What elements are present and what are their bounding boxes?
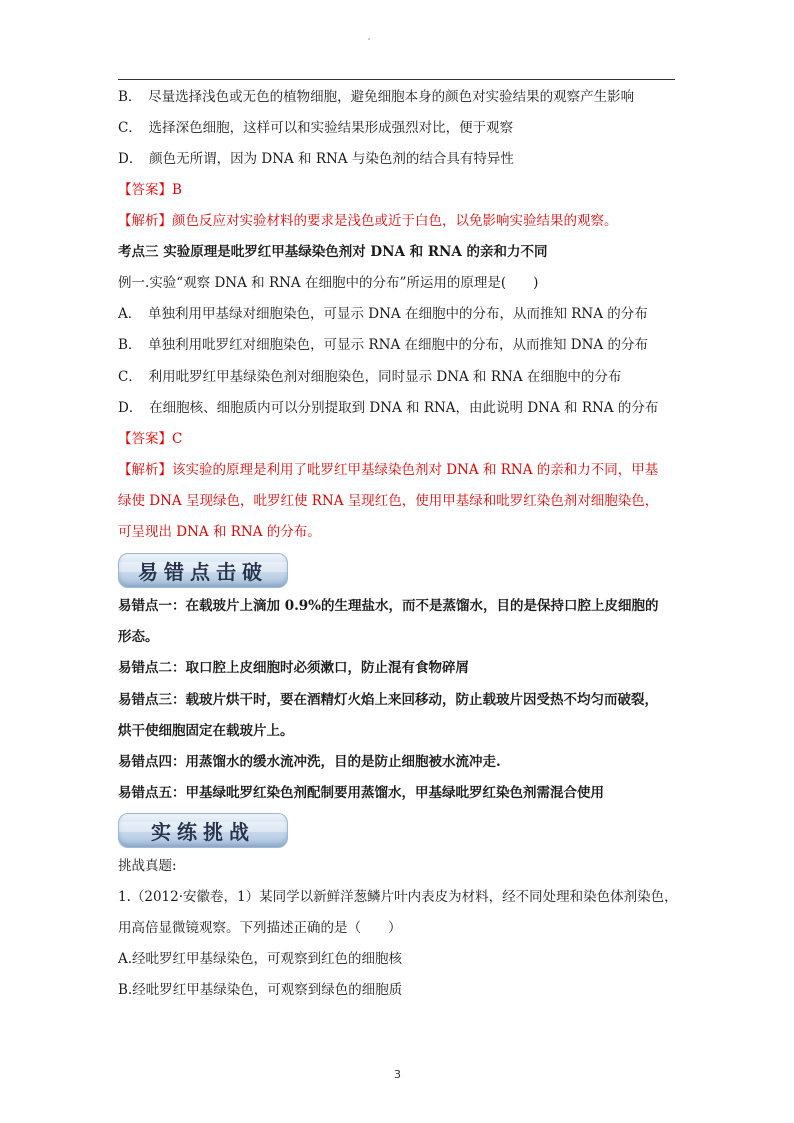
challenge-question-1: 1.（2012·安徽卷，1）某同学以新鲜洋葱鳞片叶内表皮为材料，经不同处理和染色体剂染色，: [118, 889, 678, 905]
option-c-prev: C． 选择深色细胞，这样可以和实验结果形成强烈对比，便于观察: [118, 120, 514, 136]
example-1-question: 例一.实验“观察 DNA 和 RNA 在细胞中的分布”所运用的原理是( ): [118, 275, 539, 291]
analysis-1: 【解析】颜色反应对实验材料的要求是浅色或近于白色，以免影响实验结果的观察。: [118, 213, 618, 229]
header-dot: [368, 38, 370, 40]
page-number: 3: [394, 1068, 401, 1081]
answer-2: 【答案】C: [118, 431, 183, 447]
error-point-3: 易错点三：载玻片烘干时，要在酒精灯火焰上来回移动，防止载玻片因受热不均匀而破裂，: [118, 692, 658, 708]
banner-practice-challenge-label: 实练挑战: [151, 820, 255, 844]
challenge-heading: 挑战真题:: [118, 858, 177, 874]
error-point-2: 易错点二：取口腔上皮细胞时必须漱口，防止混有食物碎屑: [118, 660, 469, 676]
example-1-option-b: B． 单独利用吡罗红对细胞染色，可显示 RNA 在细胞中的分布，从而推知 DNA 的分布: [118, 337, 648, 353]
challenge-option-a: A.经吡罗红甲基绿染色，可观察到红色的细胞核: [118, 951, 403, 967]
example-1-option-a: A． 单独利用甲基绿对细胞染色，可显示 DNA 在细胞中的分布，从而推知 RNA 的分布: [118, 306, 648, 322]
error-point-1-cont: 形态。: [118, 629, 159, 645]
error-point-4: 易错点四：用蒸馏水的缓水流冲洗，目的是防止细胞被水流冲走.: [118, 754, 501, 770]
answer-1: 【答案】B: [118, 182, 182, 198]
analysis-2-line-2: 绿使 DNA 呈现绿色，吡罗红使 RNA 呈现红色，使用甲基绿和吡罗红染色剂对细胞染色，: [118, 493, 659, 509]
example-1-option-d: D． 在细胞核、细胞质内可以分别提取到 DNA 和 RNA，由此说明 DNA 和 RNA 的分布: [118, 400, 659, 416]
analysis-2-line-1: 【解析】该实验的原理是利用了吡罗红甲基绿染色剂对 DNA 和 RNA 的亲和力不同，甲基: [118, 462, 659, 478]
banner-practice-challenge: [118, 813, 288, 848]
option-b-prev: B． 尽量选择浅色或无色的植物细胞，避免细胞本身的颜色对实验结果的观察产生影响: [118, 89, 635, 105]
example-1-option-c: C． 利用吡罗红甲基绿染色剂对细胞染色，同时显示 DNA 和 RNA 在细胞中的分布: [118, 369, 622, 385]
banner-error-points-label: 易错点击破: [138, 560, 268, 584]
header-rule: [118, 79, 675, 80]
error-point-5: 易错点五：甲基绿吡罗红染色剂配制要用蒸馏水，甲基绿吡罗红染色剂需混合使用: [118, 785, 604, 801]
option-d-prev: D． 颜色无所谓，因为 DNA 和 RNA 与染色剂的结合具有特异性: [118, 151, 514, 167]
challenge-option-b: B.经吡罗红甲基绿染色，可观察到绿色的细胞质: [118, 982, 403, 998]
analysis-2-line-3: 可呈现出 DNA 和 RNA 的分布。: [118, 524, 321, 540]
error-point-1: 易错点一：在载玻片上滴加 0.9%的生理盐水，而不是蒸馏水，目的是保持口腔上皮细胞的: [118, 598, 659, 614]
kaodian-3-title: 考点三 实验原理是吡罗红甲基绿染色剂对 DNA 和 RNA 的亲和力不同: [118, 244, 548, 260]
error-point-3-cont: 烘干使细胞固定在载玻片上。: [118, 723, 294, 739]
challenge-question-1-cont: 用高倍显微镜观察。下列描述正确的是（ ）: [118, 920, 402, 936]
banner-error-points: [118, 553, 288, 588]
